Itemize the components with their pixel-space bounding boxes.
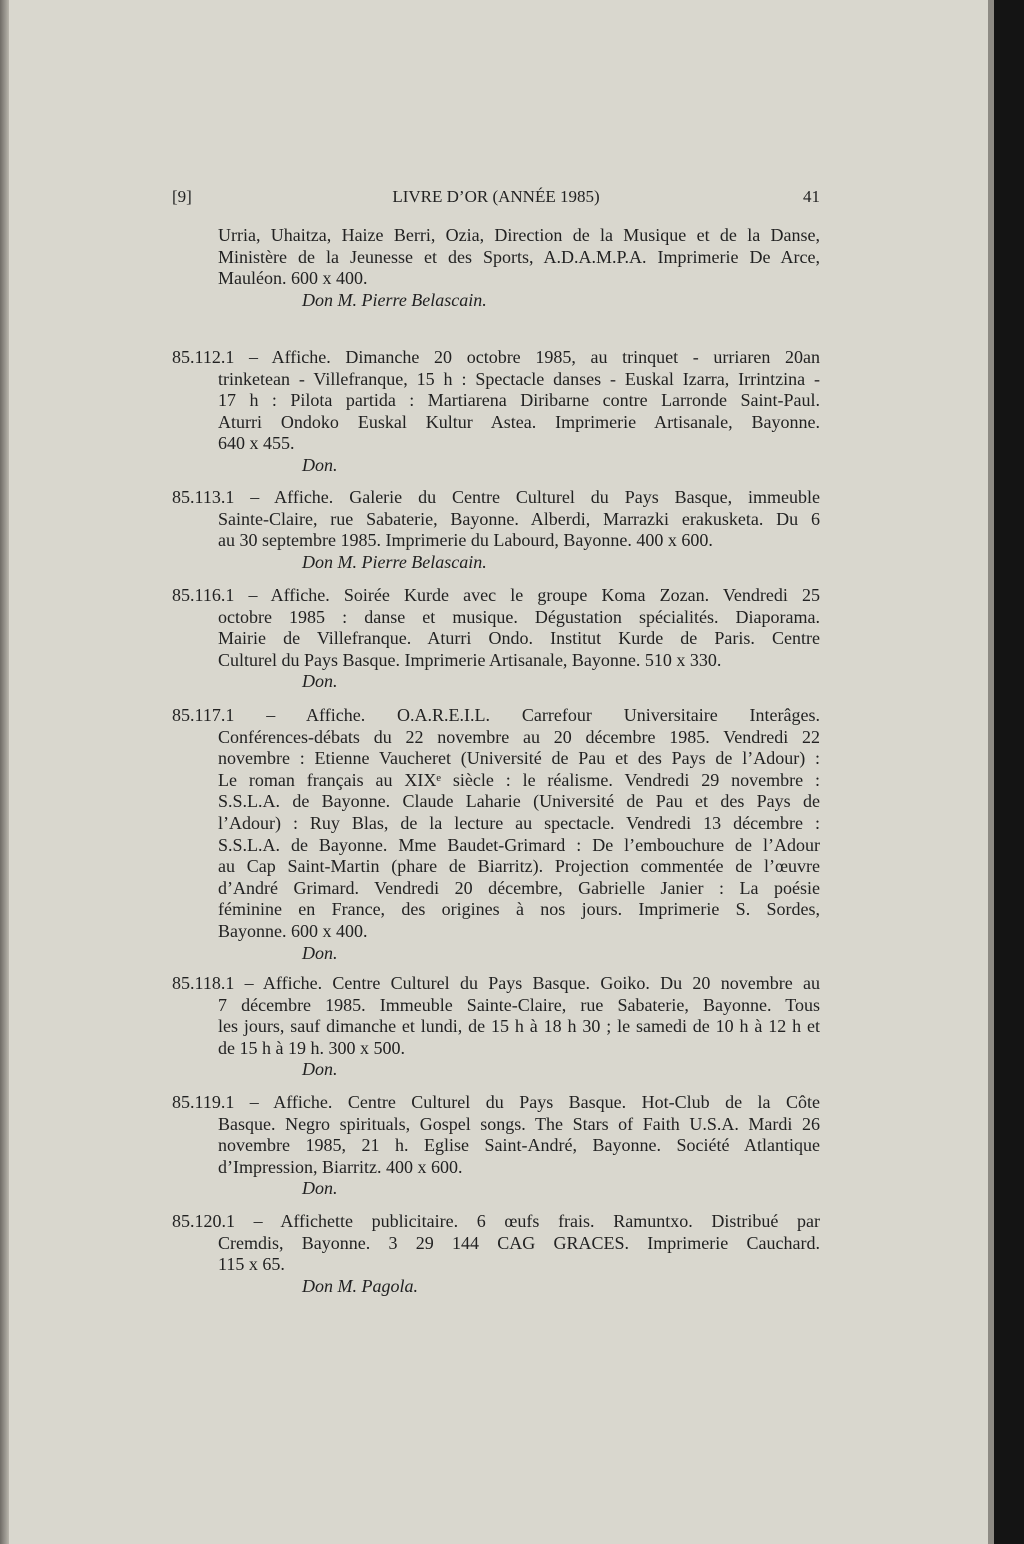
donor-credit: Don. — [302, 671, 338, 692]
entry-line: Basque. Negro spirituals, Gospel songs. The Stars of Faith U.S.A. Mardi 26 — [218, 1113, 820, 1134]
donor-credit: Don. — [302, 1059, 338, 1080]
section-number: [9] — [172, 187, 192, 206]
catalog-entry — [172, 1211, 820, 1297]
entry-line: au Cap Saint-Martin (phare de Biarritz). Projection commentée de l’œuvre — [218, 856, 820, 877]
entry-line: Mairie de Villefranque. Aturri Ondo. Institut Kurde de Paris. Centre — [218, 628, 820, 649]
entry-line: 85.118.1 – Affiche. Centre Culturel du Pays Basque. Goiko. Du 20 novembre au — [172, 973, 820, 993]
entry-line: trinketean - Villefranque, 15 h : Spectacle danses - Euskal Izarra, Irrintzina - — [218, 368, 820, 389]
entry-line: 115 x 65. — [218, 1254, 285, 1275]
running-title: LIVRE D’OR (ANNÉE 1985) — [392, 187, 600, 206]
donor-credit: Don M. Pierre Belascain. — [302, 551, 487, 572]
entry-line: novembre : Etienne Vaucheret (Université de Pau et des Pays de l’Adour) : — [218, 748, 820, 769]
scan-border — [994, 0, 1024, 1544]
entry-line: Aturri Ondoko Euskal Kultur Astea. Imprimerie Artisanale, Bayonne. — [218, 411, 820, 432]
entry-line: octobre 1985 : danse et musique. Dégustation spécialités. Diaporama. — [218, 606, 820, 627]
entry-line: Sainte-Claire, rue Sabaterie, Bayonne. Alberdi, Marrazki erakusketa. Du 6 — [218, 508, 820, 529]
entry-line: les jours, sauf dimanche et lundi, de 15 h à 18 h 30 ; le samedi de 10 h à 12 h et — [218, 1016, 820, 1037]
entry-line: Bayonne. 600 x 400. — [218, 920, 368, 941]
entry-line: l’Adour) : Ruy Blas, de la lecture au spectacle. Vendredi 13 décembre : — [218, 812, 820, 833]
entry-line: d’Impression, Biarritz. 400 x 600. — [218, 1156, 463, 1177]
entry-line: 85.120.1 – Affichette publicitaire. 6 œufs frais. Ramuntxo. Distribué par — [172, 1211, 820, 1231]
donor-credit: Don M. Pierre Belascain. — [302, 289, 487, 310]
catalog-entry — [172, 347, 820, 477]
catalog-entry — [172, 1092, 820, 1200]
entry-line: 85.119.1 – Affiche. Centre Culturel du Pays Basque. Hot-Club de la Côte — [172, 1092, 820, 1112]
entry-line: Culturel du Pays Basque. Imprimerie Artisanale, Bayonne. 510 x 330. — [218, 649, 722, 670]
page-number: 41 — [803, 187, 820, 206]
entry-line: de 15 h à 19 h. 300 x 500. — [218, 1037, 405, 1058]
entry-line: 85.112.1 – Affiche. Dimanche 20 octobre 1985, au trinquet - urriaren 20an — [172, 347, 820, 367]
entry-line: Cremdis, Bayonne. 3 29 144 CAG GRACES. Imprimerie Cauchard. — [218, 1232, 820, 1253]
entry-line: Le roman français au XIXᵉ siècle : le réalisme. Vendredi 29 novembre : — [218, 769, 820, 790]
entry-line: 17 h : Pilota partida : Martiarena Diribarne contre Larronde Saint-Paul. — [218, 390, 820, 411]
entry-line: 7 décembre 1985. Immeuble Sainte-Claire, rue Sabaterie, Bayonne. Tous — [218, 994, 820, 1015]
entry-line: 85.113.1 – Affiche. Galerie du Centre Culturel du Pays Basque, immeuble — [172, 487, 820, 507]
catalog-entry — [172, 705, 820, 964]
donor-credit: Don. — [302, 454, 338, 475]
entry-line: d’André Grimard. Vendredi 20 décembre, Gabrielle Janier : La poésie — [218, 877, 820, 898]
entry-line: 85.117.1 – Affiche. O.A.R.E.I.L. Carrefour Universitaire Interâges. — [172, 705, 820, 725]
entry-line: 85.116.1 – Affiche. Soirée Kurde avec le groupe Koma Zozan. Vendredi 25 — [172, 585, 820, 605]
entry-line: 640 x 455. — [218, 433, 295, 454]
donor-credit: Don. — [302, 1178, 338, 1199]
entry-line: S.S.L.A. de Bayonne. Claude Laharie (Université de Pau et des Pays de — [218, 791, 820, 812]
entry-line: Conférences-débats du 22 novembre au 20 décembre 1985. Vendredi 22 — [218, 726, 820, 747]
running-header — [172, 187, 820, 211]
donor-credit: Don M. Pagola. — [302, 1275, 418, 1296]
entry-line: Urria, Uhaitza, Haize Berri, Ozia, Direction de la Musique et de la Danse, — [218, 225, 820, 245]
entry-line: féminine en France, des origines à nos jours. Imprimerie S. Sordes, — [218, 899, 820, 920]
catalog-entry — [172, 585, 820, 693]
entry-line: S.S.L.A. de Bayonne. Mme Baudet-Grimard : De l’embouchure de l’Adour — [218, 834, 820, 855]
catalog-entry — [172, 225, 820, 311]
entry-line: novembre 1985, 21 h. Eglise Saint-André, Bayonne. Société Atlantique — [218, 1135, 820, 1156]
catalog-entry — [172, 973, 820, 1081]
entry-line: Mauléon. 600 x 400. — [218, 268, 368, 289]
page-left-edge — [0, 0, 9, 1544]
entry-line: au 30 septembre 1985. Imprimerie du Labourd, Bayonne. 400 x 600. — [218, 530, 713, 551]
donor-credit: Don. — [302, 942, 338, 963]
entry-line: Ministère de la Jeunesse et des Sports, A.D.A.M.P.A. Imprimerie De Arce, — [218, 246, 820, 267]
catalog-entry — [172, 487, 820, 573]
